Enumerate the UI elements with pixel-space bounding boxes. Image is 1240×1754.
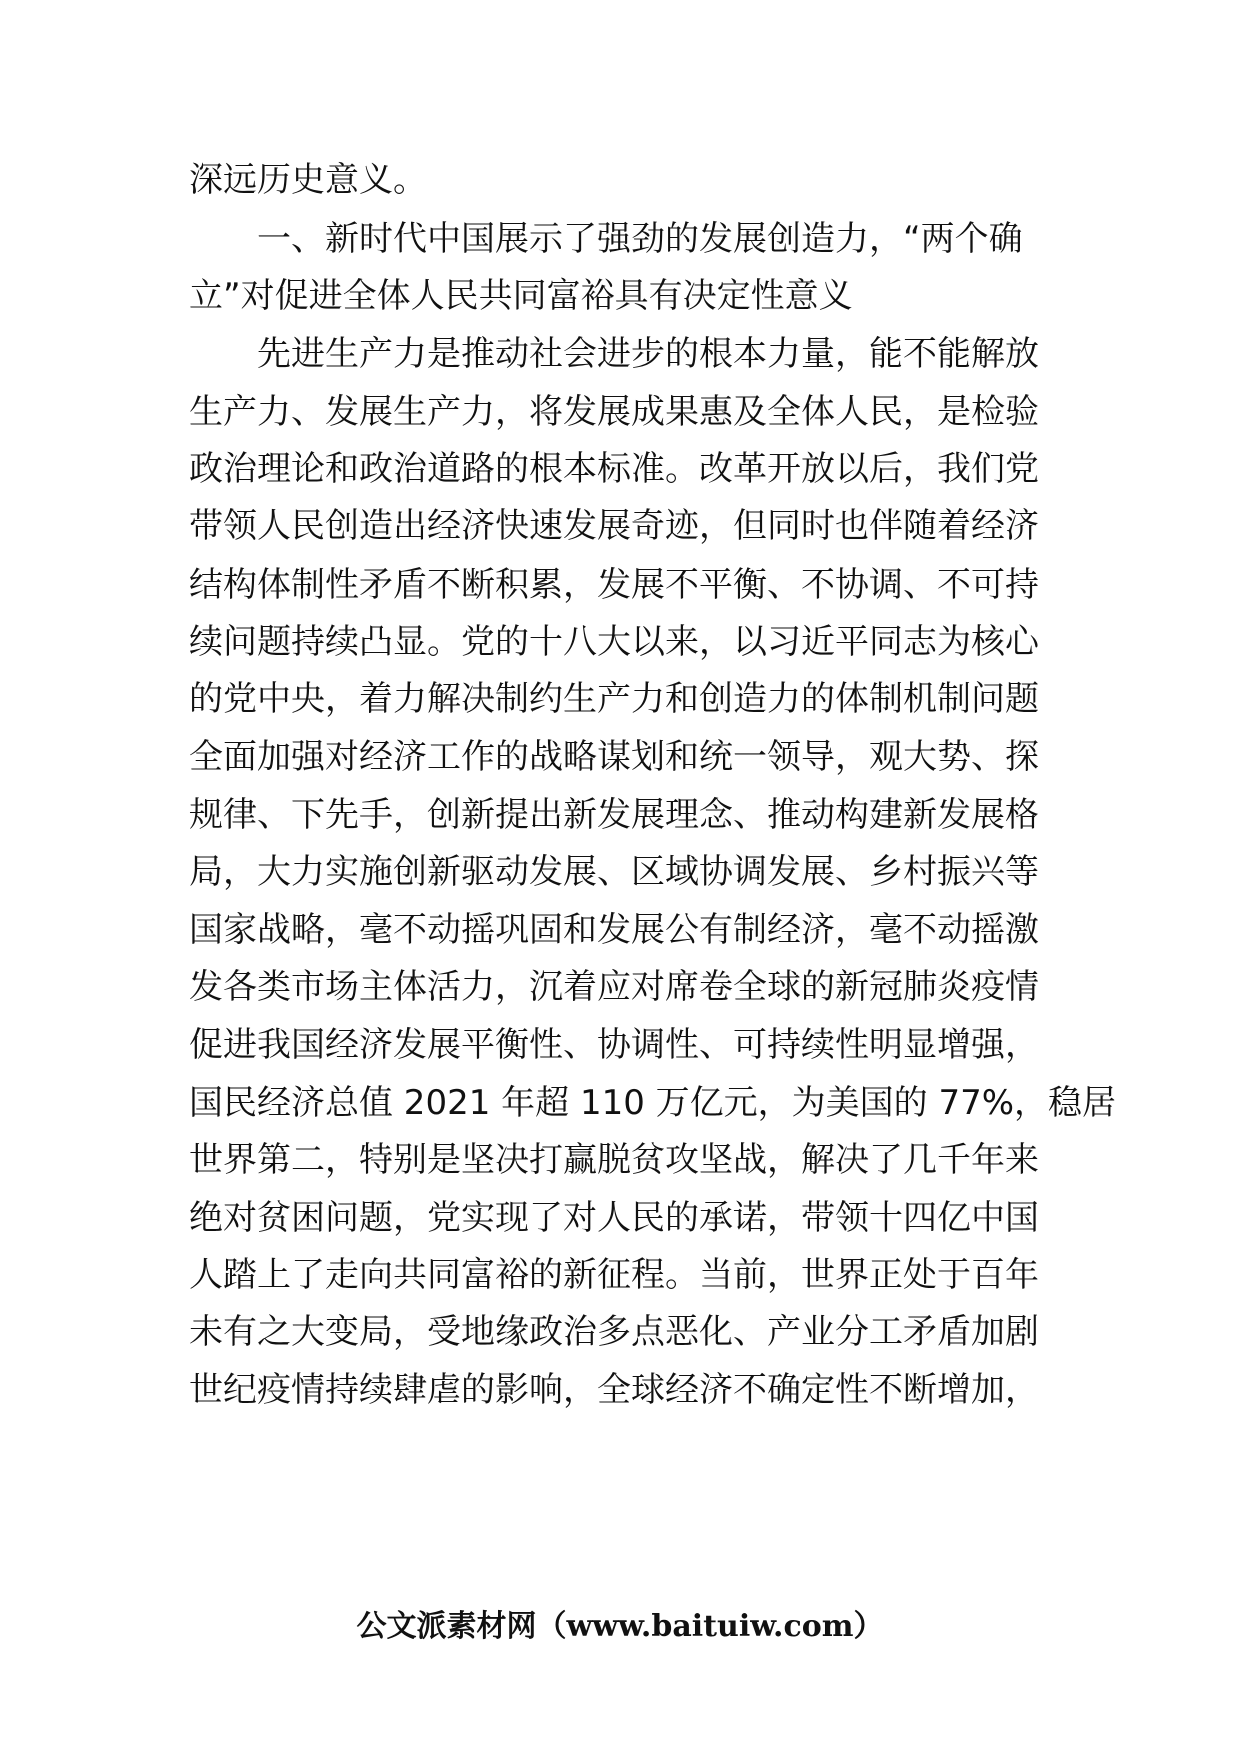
paragraph-line: 世纪疫情持续肆虐的影响，全球经济不确定性不断增加， bbox=[189, 1370, 1039, 1410]
paragraph-line: 政治理论和政治道路的根本标准。改革开放以后，我们党 bbox=[189, 449, 1039, 489]
section-heading-line: 一、新时代中国展示了强劲的发展创造力，“两个确 bbox=[257, 219, 1023, 259]
paragraph-line: 续问题持续凸显。党的十八大以来，以习近平同志为核心 bbox=[189, 622, 1039, 662]
paragraph-line: 未有之大变局，受地缘政治多点恶化、产业分工矛盾加剧 bbox=[189, 1312, 1039, 1352]
section-heading-line: 立”对促进全体人民共同富裕具有决定性意义 bbox=[189, 276, 853, 316]
paragraph-line: 国家战略，毫不动摇巩固和发展公有制经济，毫不动摇激 bbox=[189, 910, 1039, 950]
paragraph-line: 深远历史意义。 bbox=[189, 160, 427, 200]
paragraph-line: 规律、下先手，创新提出新发展理念、推动构建新发展格 bbox=[189, 795, 1039, 835]
paragraph-line: 发各类市场主体活力，沉着应对席卷全球的新冠肺炎疫情 bbox=[189, 967, 1039, 1007]
paragraph-line: 促进我国经济发展平衡性、协调性、可持续性明显增强， bbox=[189, 1025, 1039, 1065]
paragraph-line: 绝对贫困问题，党实现了对人民的承诺，带领十四亿中国 bbox=[189, 1198, 1039, 1238]
paragraph-line: 人踏上了走向共同富裕的新征程。当前，世界正处于百年 bbox=[189, 1255, 1039, 1295]
paragraph-line: 世界第二，特别是坚决打赢脱贫攻坚战，解决了几千年来 bbox=[189, 1140, 1039, 1180]
paragraph-line: 先进生产力是推动社会进步的根本力量，能不能解放 bbox=[257, 334, 1039, 374]
paragraph-line: 的党中央，着力解决制约生产力和创造力的体制机制问题 bbox=[189, 679, 1039, 719]
paragraph-line: 结构体制性矛盾不断积累，发展不平衡、不协调、不可持 bbox=[189, 565, 1039, 605]
paragraph-line: 国民经济总值 2021 年超 110 万亿元，为美国的 77%，稳居 bbox=[189, 1083, 1117, 1123]
paragraph-line: 带领人民创造出经济快速发展奇迹，但同时也伴随着经济 bbox=[189, 506, 1039, 546]
footer-watermark: 公文派素材网（www.baituiw.com） bbox=[356, 1609, 884, 1644]
paragraph-line: 全面加强对经济工作的战略谋划和统一领导，观大势、探 bbox=[189, 737, 1039, 777]
paragraph-line: 局，大力实施创新驱动发展、区域协调发展、乡村振兴等 bbox=[189, 852, 1039, 892]
paragraph-line: 生产力、发展生产力，将发展成果惠及全体人民，是检验 bbox=[189, 392, 1039, 432]
